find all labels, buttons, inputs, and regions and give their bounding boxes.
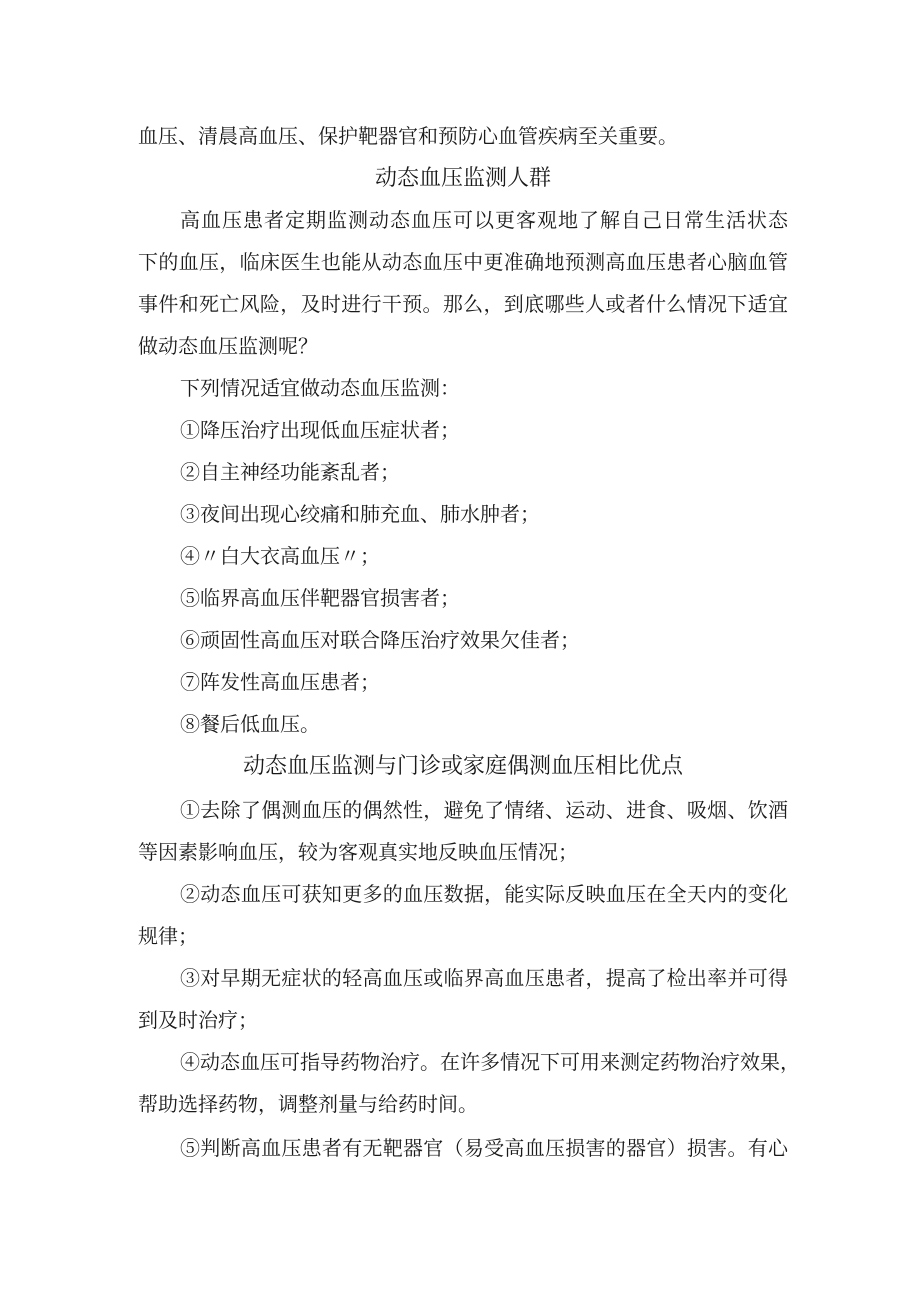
intro-tail-line: 血压、清晨高血压、保护靶器官和预防心血管疾病至关重要。 xyxy=(138,124,678,148)
list-item: ⑧餐后低血压。 xyxy=(180,712,320,736)
list-item: ⑦阵发性高血压患者； xyxy=(180,670,380,694)
paragraph-line: 下的血压，临床医生也能从动态血压中更准确地预测高血压患者心脑血管 xyxy=(138,250,788,274)
list-lead: 下列情况适宜做动态血压监测： xyxy=(180,376,460,400)
advantage-line: 帮助选择药物，调整剂量与给药时间。 xyxy=(138,1092,478,1116)
advantage-line: 到及时治疗； xyxy=(138,1008,258,1032)
section-heading-advantages: 动态血压监测与门诊或家庭偶测血压相比优点 xyxy=(242,754,683,779)
advantage-line: ④动态血压可指导药物治疗。在许多情况下可用来测定药物治疗效果， xyxy=(180,1050,800,1074)
paragraph-line: 做动态血压监测呢？ xyxy=(138,334,318,358)
section-heading-monitoring-population: 动态血压监测人群 xyxy=(374,166,551,191)
advantage-line: ①去除了偶测血压的偶然性，避免了情绪、运动、进食、吸烟、饮酒 xyxy=(180,798,788,822)
advantage-line: ③对早期无症状的轻高血压或临界高血压患者，提高了检出率并可得 xyxy=(180,966,788,990)
advantage-line: ⑤判断高血压患者有无靶器官（易受高血压损害的器官）损害。有心 xyxy=(180,1136,788,1160)
advantage-line: 规律； xyxy=(138,924,198,948)
list-item: ③夜间出现心绞痛和肺充血、肺水肿者； xyxy=(180,502,540,526)
list-item: ④〃白大衣高血压〃； xyxy=(180,544,380,568)
advantage-line: ②动态血压可获知更多的血压数据，能实际反映血压在全天内的变化 xyxy=(180,882,788,906)
list-item: ②自主神经功能紊乱者； xyxy=(180,460,400,484)
list-item: ⑥顽固性高血压对联合降压治疗效果欠佳者； xyxy=(180,628,580,652)
list-item: ①降压治疗出现低血压症状者； xyxy=(180,418,460,442)
advantage-line: 等因素影响血压，较为客观真实地反映血压情况； xyxy=(138,840,578,864)
paragraph-line: 事件和死亡风险，及时进行干预。那么，到底哪些人或者什么情况下适宜 xyxy=(138,292,788,316)
paragraph-line: 高血压患者定期监测动态血压可以更客观地了解自己日常生活状态 xyxy=(180,208,788,232)
list-item: ⑤临界高血压伴靶器官损害者； xyxy=(180,586,460,610)
